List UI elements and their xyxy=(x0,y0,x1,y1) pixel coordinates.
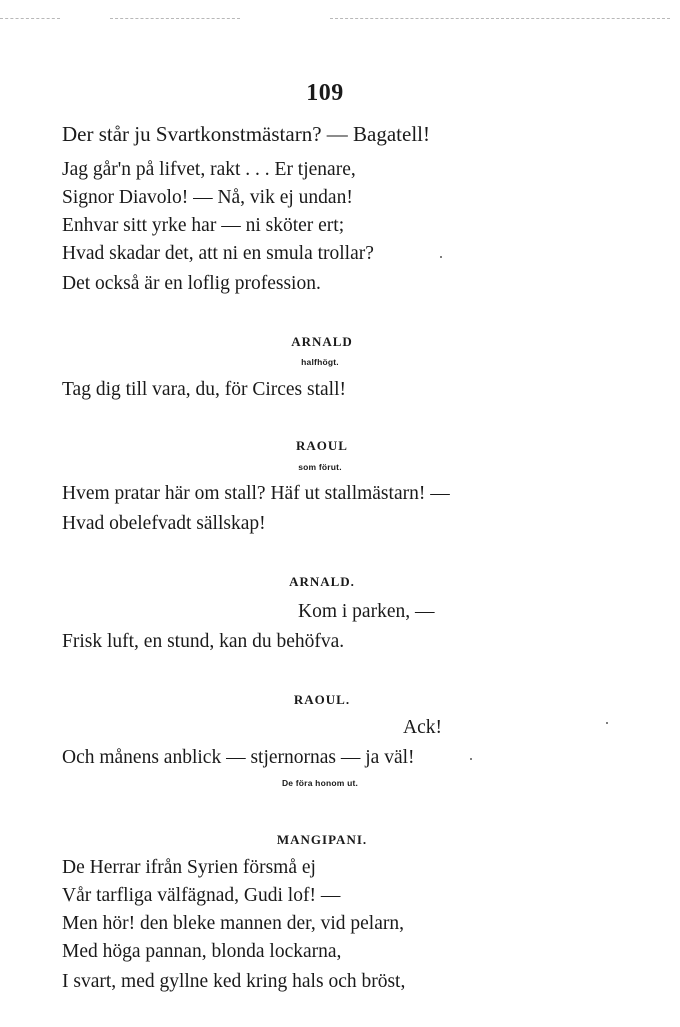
verse-line: Det också är en loflig profession. xyxy=(62,273,321,294)
speaker-name: MANGIPANI. xyxy=(276,832,368,847)
scan-edge-mark xyxy=(110,18,240,20)
scan-speck xyxy=(440,256,442,258)
speaker-name: RAOUL xyxy=(296,438,348,453)
verse-line: Hvad obelefvadt sällskap! xyxy=(62,513,266,534)
speaker-name: ARNALD xyxy=(291,334,353,349)
scan-edge-mark xyxy=(0,18,60,20)
verse-line: Ack! xyxy=(403,717,442,738)
verse-line: Jag går'n på lifvet, rakt . . . Er tjenare, xyxy=(62,159,356,180)
verse-line: Tag dig till vara, du, för Circes stall! xyxy=(62,379,347,400)
verse-line: Kom i parken, — xyxy=(298,601,435,622)
verse-line: Enhvar sitt yrke har — ni sköter ert; xyxy=(62,215,345,236)
verse-line: Hvad skadar det, att ni en smula trollar? xyxy=(62,243,374,264)
stage-direction: De föra honom ut. xyxy=(281,778,359,788)
scan-speck xyxy=(470,758,472,760)
verse-line: Och månens anblick — stjernornas — ja väl! xyxy=(62,747,415,768)
stage-direction: halfhögt. xyxy=(301,357,339,367)
verse-line: Men hör! den bleke mannen der, vid pelarn, xyxy=(62,913,404,934)
verse-line: Med höga pannan, blonda lockarna, xyxy=(62,941,342,962)
verse-line: Signor Diavolo! — Nå, vik ej undan! xyxy=(62,187,353,208)
scan-speck xyxy=(606,722,608,724)
speaker-name: ARNALD. xyxy=(289,574,355,589)
verse-line: Frisk luft, en stund, kan du behöfva. xyxy=(62,631,345,652)
verse-line: Hvem pratar här om stall? Häf ut stallmästarn! — xyxy=(62,483,450,504)
scan-edge-mark xyxy=(330,18,670,20)
speaker-name: RAOUL. xyxy=(293,692,351,707)
verse-line: De Herrar ifrån Syrien försmå ej xyxy=(62,857,316,878)
verse-line: Der står ju Svartkonstmästarn? — Bagatell! xyxy=(62,122,430,146)
verse-line: I svart, med gyllne ked kring hals och bröst, xyxy=(62,971,406,992)
verse-line: Vår tarfliga välfägnad, Gudi lof! — xyxy=(62,885,341,906)
stage-direction: som förut. xyxy=(298,462,342,472)
page-number: 109 xyxy=(306,80,344,106)
